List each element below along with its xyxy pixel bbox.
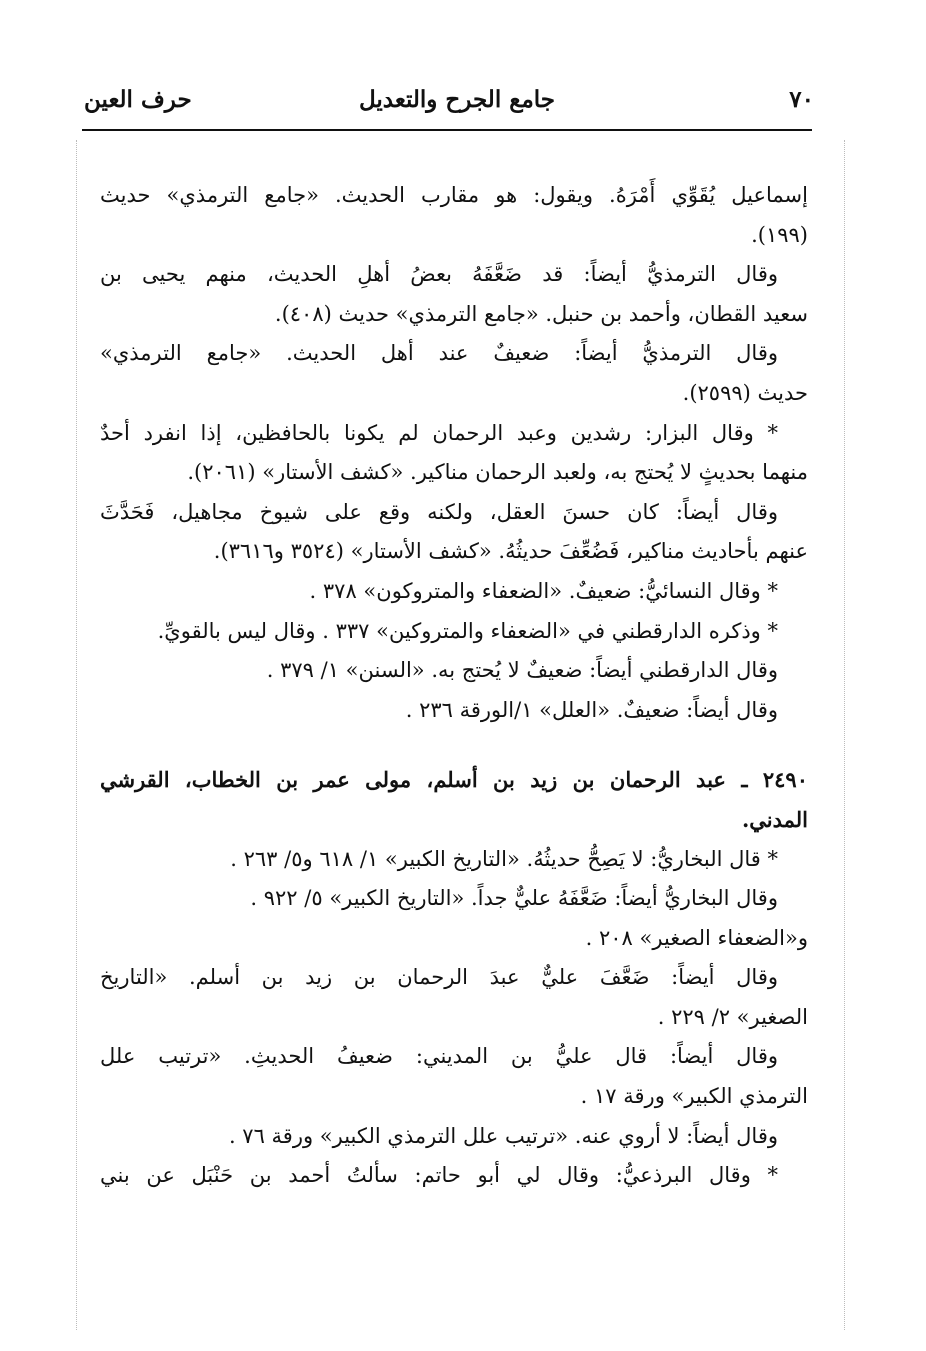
- text-line: وقال أيضاً: كان حسنَ العقل، ولكنه وقع على شيوخ مجاهيل، فَحَدَّثَ: [100, 499, 778, 524]
- text-line: * قال البخاريُّ: لا يَصِحُّ حديثُهُ. «التاريخ الكبير» ١/ ٦١٨ و٥/ ٢٦٣ .: [230, 846, 778, 871]
- text-line: * وقال البرذعيُّ: وقال لي أبو حاتم: سألتُ أحمد بن حَنْبَل عن بني: [100, 1163, 778, 1188]
- text-line: الترمذي الكبير» ورقة ١٧ .: [580, 1084, 808, 1109]
- text-line: سعيد القطان، وأحمد بن حنبل. «جامع الترمذي» حديث (٤٠٨).: [274, 301, 808, 326]
- text-line: وقال أيضاً: ضعيفٌ. «العلل» ١/الورقة ٢٣٦ .: [405, 697, 778, 722]
- book-title: جامع الجرح والتعديل: [358, 86, 556, 113]
- text-line: وقال أيضاً: قال عليُّ بن المديني: ضعيفُ الحديثِ. «ترتيب علل: [100, 1044, 778, 1069]
- text-line: * وذكره الدارقطني في «الضعفاء والمتروكين» ٣٣٧ . وقال ليس بالقويِّ.: [157, 618, 778, 643]
- text-line: عنهم بأحاديث مناكير، فَضُعِّفَ حديثُهُ. «كشف الأستار» (٣٥٢٤ و٣٦١٦).: [213, 539, 808, 564]
- text-line: إسماعيل يُقَوِّي أَمْرَهُ. ويقول: هو مقارب الحديث. «جامع الترمذي» حديث: [100, 183, 808, 207]
- margin-guide-right: [844, 140, 845, 1330]
- text-line: وقال البخاريُّ أيضاً: ضَعَّفَهُ عليٌّ جداً. «التاريخ الكبير» ٥/ ٩٢٢ .: [250, 886, 778, 911]
- header-rule: [82, 129, 812, 131]
- entry-heading-cont: المدني.: [741, 806, 808, 832]
- text-line: وقال أيضاً: ضَعَّفَ عليٌّ عبدَ الرحمان بن زيد بن أسلم. «التاريخ: [100, 965, 778, 990]
- entry-gap: [100, 730, 808, 760]
- text-line: حديث (٢٥٩٩).: [682, 380, 808, 405]
- text-line: وقال أيضاً: لا أروي عنه. «ترتيب علل الترمذي الكبير» ورقة ٧٦ .: [228, 1123, 778, 1148]
- page-body: [100, 176, 808, 1196]
- text-line: وقال الدارقطني أيضاً: ضعيفٌ لا يُحتج به. «السنن» ١/ ٣٧٩ .: [266, 658, 778, 683]
- entry-heading: ٢٤٩٠ ـ عبد الرحمان بن زيد بن أسلم، مولى عمر بن الخطاب، القرشي: [100, 767, 808, 793]
- page-number: ٧٠: [789, 86, 814, 113]
- text-line: * وقال النسائيُّ: ضعيفٌ. «الضعفاء والمتروكون» ٣٧٨ .: [309, 578, 778, 603]
- text-line: (١٩٩).: [751, 222, 808, 247]
- page-header: [82, 84, 832, 124]
- text-line: الصغير» ٢/ ٢٢٩ .: [657, 1004, 808, 1029]
- section-title: حرف العين: [84, 86, 192, 113]
- text-line: * وقال البزار: رشدين وعبد الرحمان لم يكونا بالحافظين، إذا انفرد أحدٌ: [100, 420, 778, 445]
- text-line: وقال الترمذيُّ أيضاً: ضعيفٌ عند أهل الحديث. «جامع الترمذي»: [100, 341, 778, 366]
- text-line: منهما بحديثٍ لا يُحتج به، ولعبد الرحمان مناكير. «كشف الأستار» (٢٠٦١).: [187, 460, 808, 485]
- text-line: وقال الترمذيُّ أيضاً: قد ضَعَّفَهُ بعضُ أهلِ الحديث، منهم يحيى بن: [100, 262, 778, 287]
- margin-guide-left: [76, 140, 77, 1330]
- text-line: و«الضعفاء الصغير» ٢٠٨ .: [585, 925, 808, 950]
